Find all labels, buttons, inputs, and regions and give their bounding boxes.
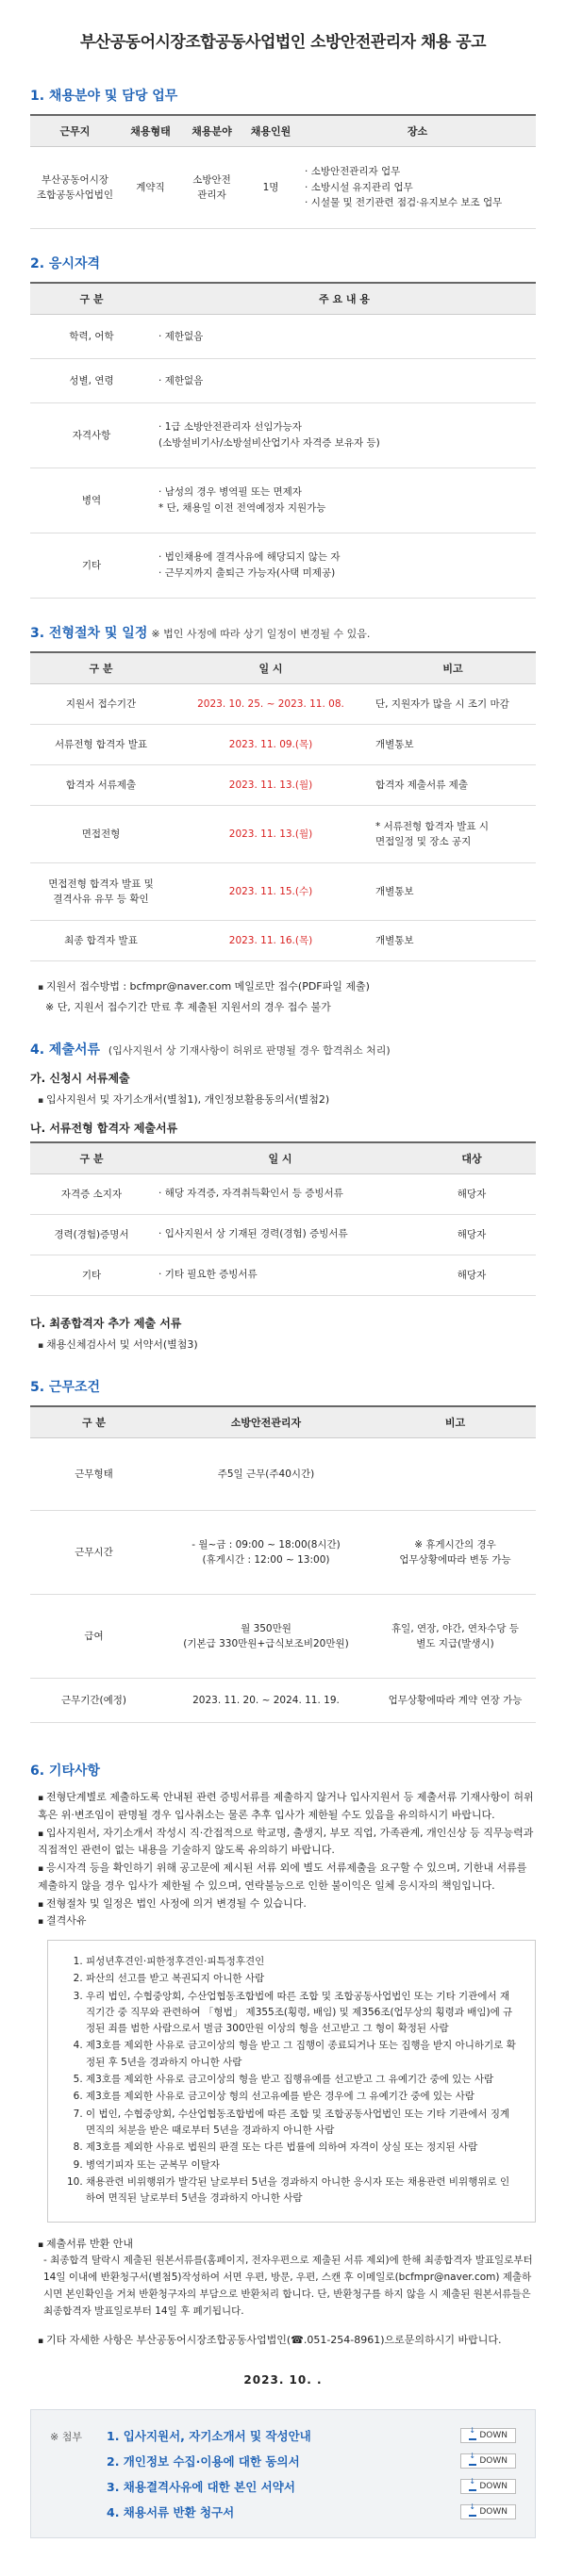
list-item: 3. 우리 법인, 수협중앙회, 수산업협동조합법에 따른 조합 및 조합공동사업법인 또는 기타 기관에서 재직기간 중 직무와 관련하여 「형법」 제355조(횡령, 배임) 및 제356조(업무상의 횡령과 배임)에 규정된 죄를 범한 사람으로서 벌금 300만원 이상의 형을 선고받고 그 형이 확정된 사람 bbox=[86, 1989, 518, 2038]
other-notes bbox=[38, 1789, 540, 1930]
attachment-item bbox=[107, 2478, 516, 2495]
table-cell: 기타 bbox=[30, 1255, 153, 1295]
download-icon bbox=[469, 2482, 476, 2491]
table-cell: 지원서 접수기간 bbox=[30, 684, 172, 725]
table-cell: 2023. 11. 15.(수) bbox=[172, 863, 370, 921]
list-item: ▪ 채용신체검사서 및 서약서(별첨3) bbox=[38, 1337, 566, 1354]
table-row bbox=[30, 1255, 536, 1295]
table-cell: 합격자 서류제출 bbox=[30, 765, 172, 806]
table-cell: 월 350만원 (기본급 330만원+급식보조비20만원) bbox=[158, 1595, 375, 1679]
table-cell: 병역 bbox=[30, 468, 153, 533]
list-item: · 남성의 경우 병역필 또는 면제자 * 단, 채용일 이전 전역예정자 지원가능 bbox=[158, 484, 530, 517]
list-item: 2. 파산의 선고를 받고 복권되지 아니한 사람 bbox=[86, 1971, 518, 1987]
list-item: 10. 채용관련 비위행위가 발각된 날로부터 5년을 경과하지 아니한 응시자 또는 채용관련 비위행위로 인하여 면직된 날로부터 5년을 경과하지 아니한 사람 bbox=[86, 2174, 518, 2207]
table-cell: 해당자 bbox=[408, 1214, 536, 1255]
apply-note: ※ 단, 지원서 접수기간 만료 후 제출된 지원서의 경우 접수 불가 bbox=[45, 1000, 331, 1013]
list-item: · 입사지원서 상 기재된 경력(경험) 증빙서류 bbox=[158, 1226, 402, 1242]
table-cell: 학력, 어학 bbox=[30, 315, 153, 359]
section-schedule bbox=[0, 623, 566, 1015]
list-item: · 제한없음 bbox=[158, 329, 530, 345]
subsection-heading: 나. 서류전형 합격자 제출서류 bbox=[30, 1121, 178, 1135]
recruitment-table bbox=[30, 114, 536, 229]
table-row bbox=[30, 1438, 536, 1511]
table-row bbox=[30, 1173, 536, 1214]
section-heading: 6. 기타사항 bbox=[30, 1764, 101, 1780]
table-row bbox=[30, 765, 536, 806]
attachment-title: 3. 채용결격사유에 대한 본인 서약서 bbox=[107, 2480, 295, 2495]
table-header: 구 분 bbox=[30, 1142, 153, 1174]
apply-method: ▪ 지원서 접수방법 : bcfmpr@naver.com 메일로만 접수(PDF파일 제출) bbox=[38, 978, 566, 995]
table-row bbox=[30, 1595, 536, 1679]
list-item: ▪ 결격사유 bbox=[38, 1912, 540, 1930]
table-header: 채용인원 bbox=[242, 115, 299, 147]
table-row bbox=[30, 403, 536, 468]
table-cell: 근무형태 bbox=[30, 1438, 158, 1511]
table-cell: 경력(경험)증명서 bbox=[30, 1214, 153, 1255]
table-header: 비고 bbox=[370, 652, 536, 684]
table-cell: 해당자 bbox=[408, 1173, 536, 1214]
table-header: 소방안전관리자 bbox=[158, 1406, 375, 1438]
conditions-table bbox=[30, 1405, 536, 1723]
table-cell: 급여 bbox=[30, 1595, 158, 1679]
table-cell bbox=[375, 1438, 536, 1511]
list-item: ▪ 입사지원서 및 자기소개서(별첨1), 개인정보활용동의서(별첨2) bbox=[38, 1091, 566, 1108]
section-heading-text: 3. 전형절차 및 일정 bbox=[30, 626, 148, 641]
table-cell: * 서류전형 합격자 발표 시 면접일정 및 장소 공지 bbox=[370, 806, 536, 863]
download-label: DOWN bbox=[479, 2507, 508, 2518]
table-cell: ※ 휴게시간의 경우 업무상황에따라 변동 가능 bbox=[375, 1511, 536, 1595]
table-cell: 근무시간 bbox=[30, 1511, 158, 1595]
table-cell: 2023. 11. 13.(월) bbox=[172, 806, 370, 863]
list-item: 6. 제3호를 제외한 사유로 금고이상 형의 선고유예를 받은 경우에 그 유예기간 중에 있는 사람 bbox=[86, 2089, 518, 2105]
download-label: DOWN bbox=[479, 2456, 508, 2467]
table-cell: 2023. 11. 16.(목) bbox=[172, 921, 370, 961]
table-cell: - 월~금 : 09:00 ~ 18:00(8시간) (휴게시간 : 12:00 ~ 13:00) bbox=[158, 1511, 375, 1595]
table-row bbox=[30, 147, 536, 229]
list-item: · 제한없음 bbox=[158, 373, 530, 389]
table-cell: 자격증 소지자 bbox=[30, 1173, 153, 1214]
schedule-table bbox=[30, 651, 536, 961]
table-cell: 합격자 제출서류 제출 bbox=[370, 765, 536, 806]
table-cell: 성별, 연령 bbox=[30, 359, 153, 403]
table-cell: 개별통보 bbox=[370, 921, 536, 961]
section-other bbox=[0, 1761, 566, 2349]
list-item: · 소방안전관리자 업무 bbox=[305, 164, 530, 180]
section-conditions bbox=[0, 1377, 566, 1723]
table-cell bbox=[153, 315, 536, 359]
table-row bbox=[30, 863, 536, 921]
section-heading bbox=[30, 623, 566, 642]
table-row bbox=[30, 359, 536, 403]
table-cell bbox=[153, 1255, 408, 1295]
table-cell: 단, 지원자가 많을 시 조기 마감 bbox=[370, 684, 536, 725]
section-heading: 5. 근무조건 bbox=[30, 1380, 101, 1396]
table-cell bbox=[153, 403, 536, 468]
section-heading-text: 4. 제출서류 bbox=[30, 1042, 101, 1058]
table-header: 주 요 내 용 bbox=[153, 283, 536, 315]
subsection-heading: 가. 신청시 서류제출 bbox=[30, 1072, 130, 1086]
list-item: ▪ 입사지원서, 자기소개서 작성시 직·간접적으로 학교명, 출생지, 부모 직업, 가족관계, 개인신상 등 직무능력과 직접적인 관련이 없는 내용을 기술하지 않도록 유의하기 바랍니다. bbox=[38, 1825, 540, 1860]
subsection-heading: 다. 최종합격자 추가 제출 서류 bbox=[30, 1316, 182, 1330]
attachment-item bbox=[107, 2427, 516, 2444]
table-row bbox=[30, 1679, 536, 1723]
table-row bbox=[30, 1214, 536, 1255]
list-item: · 해당 자격증, 자격취득확인서 등 증빙서류 bbox=[158, 1186, 402, 1202]
table-cell: 2023. 11. 20. ~ 2024. 11. 19. bbox=[158, 1679, 375, 1723]
page-title: 부산공동어시장조합공동사업법인 소방안전관리자 채용 공고 bbox=[79, 33, 487, 52]
list-item: · 1급 소방안전관리자 선임가능자 (소방설비기사/소방설비산업기사 자격증 보유자 등) bbox=[158, 419, 530, 451]
attachment-item bbox=[107, 2453, 516, 2469]
table-header: 구 분 bbox=[30, 1406, 158, 1438]
table-cell bbox=[153, 1173, 408, 1214]
table-cell: 업무상황에따라 계약 연장 가능 bbox=[375, 1679, 536, 1723]
list-item: ▪ 전형단계별로 제출하도록 안내된 관련 증빙서류를 제출하지 않거나 입사지원서 등 제출서류 기재사항이 허위 혹은 위·변조임이 판명될 경우 입사취소는 물론 추후 입사가 제한될 수도 있음을 유의하시기 바랍니다. bbox=[38, 1789, 540, 1824]
table-cell bbox=[153, 359, 536, 403]
attachments-label: ※ 첨부 bbox=[50, 2431, 82, 2444]
attachment-title: 4. 채용서류 반환 청구서 bbox=[107, 2505, 235, 2520]
return-text: - 최종합격 탈락시 제출된 원본서류를(홈페이지, 전자우편으로 제출된 서류 제외)에 한해 최종합격자 발표일로부터 14일 이내에 반환청구서(별첨5)작성하여 서면 우편, 방문, 우편, 스캔 후 이메일로(bcfmpr@naver.com) 제출하시면 본인확인을 거쳐 반환청구자의 부담으로 반환처리 합니다. 단, 반환청구를 하지 않을 시 제출된 원본서류들은 최종합격자 발표일로부터 14일 후 폐기됩니다. bbox=[43, 2255, 533, 2317]
table-cell: 소방안전 관리자 bbox=[181, 147, 242, 229]
list-item: · 시설물 및 전기관련 점검·유지보수 보조 업무 bbox=[305, 195, 530, 211]
table-header: 장소 bbox=[299, 115, 536, 147]
table-row bbox=[30, 921, 536, 961]
section-note: ※ 법인 사정에 따라 상기 일정이 변경될 수 있음. bbox=[151, 628, 371, 640]
section-heading: 2. 응시자격 bbox=[30, 256, 101, 271]
download-button[interactable] bbox=[460, 2453, 516, 2469]
return-heading: ▪ 제출서류 반환 안내 bbox=[38, 2236, 540, 2254]
contact-text: ▪ 기타 자세한 사항은 부산공동어시장조합공동사업법인(☎.051-254-8961)으로문의하시기 바랍니다. bbox=[38, 2332, 540, 2350]
table-cell: 2023. 11. 09.(목) bbox=[172, 725, 370, 765]
table-row bbox=[30, 533, 536, 599]
table-header: 구 분 bbox=[30, 283, 153, 315]
list-item: ▪ 전형절차 및 일정은 법인 사정에 의거 변경될 수 있습니다. bbox=[38, 1895, 540, 1913]
notice-date: 2023. 10. . bbox=[243, 2373, 323, 2387]
disqualification-box bbox=[47, 1940, 536, 2223]
table-row bbox=[30, 1511, 536, 1595]
download-label: DOWN bbox=[479, 2431, 508, 2441]
table-header: 일 시 bbox=[153, 1142, 408, 1174]
table-row bbox=[30, 684, 536, 725]
table-cell: 근무기간(예정) bbox=[30, 1679, 158, 1723]
table-cell: 휴일, 연장, 야간, 연차수당 등 별도 지급(발생시) bbox=[375, 1595, 536, 1679]
list-item: 8. 제3호를 제외한 사유로 법원의 판결 또는 다른 법률에 의하여 자격이 상실 또는 정지된 사람 bbox=[86, 2140, 518, 2156]
table-cell bbox=[299, 147, 536, 229]
section-documents bbox=[0, 1040, 566, 1353]
table-cell: 주5일 근무(주40시간) bbox=[158, 1438, 375, 1511]
table-cell: 자격사항 bbox=[30, 403, 153, 468]
download-icon bbox=[469, 2431, 476, 2440]
attachments-box bbox=[30, 2409, 536, 2538]
download-button[interactable] bbox=[460, 2504, 516, 2519]
table-row bbox=[30, 315, 536, 359]
table-cell: 최종 합격자 발표 bbox=[30, 921, 172, 961]
download-button[interactable] bbox=[460, 2479, 516, 2494]
list-item: ▪ 응시자격 등을 확인하기 위해 공고문에 제시된 서류 외에 별도 서류제출을 요구할 수 있으며, 기한내 서류를 제출하지 않을 경우 입사가 제한될 수 있으며, 연락불능으로 인한 불이익은 일체 응시자의 책임입니다. bbox=[38, 1860, 540, 1895]
table-cell: 개별통보 bbox=[370, 863, 536, 921]
documents-table bbox=[30, 1141, 536, 1296]
list-item: · 법인채용에 결격사유에 해당되지 않는 자 bbox=[158, 550, 530, 566]
section-note: (입사지원서 상 기재사항이 허위로 판명될 경우 합격취소 처리) bbox=[108, 1044, 391, 1058]
table-cell: 부산공동어시장 조합공동사업법인 bbox=[30, 147, 120, 229]
list-item: · 소방시설 유지관리 업무 bbox=[305, 180, 530, 196]
table-cell bbox=[153, 468, 536, 533]
attachment-item bbox=[107, 2503, 516, 2520]
list-item: · 기타 필요한 증빙서류 bbox=[158, 1267, 402, 1283]
section-recruitment-field bbox=[0, 86, 566, 229]
table-cell: 서류전형 합격자 발표 bbox=[30, 725, 172, 765]
table-header: 비고 bbox=[375, 1406, 536, 1438]
table-header: 대상 bbox=[408, 1142, 536, 1174]
table-cell: 면접전형 bbox=[30, 806, 172, 863]
download-icon bbox=[469, 2507, 476, 2517]
attachment-title: 2. 개인정보 수집·이용에 대한 동의서 bbox=[107, 2454, 300, 2469]
table-header: 근무지 bbox=[30, 115, 120, 147]
qualification-table bbox=[30, 282, 536, 599]
table-cell: 2023. 11. 13.(월) bbox=[172, 765, 370, 806]
table-cell: 계약직 bbox=[120, 147, 181, 229]
table-row bbox=[30, 725, 536, 765]
table-header: 구 분 bbox=[30, 652, 172, 684]
list-item: 4. 제3호를 제외한 사유로 금고이상의 형을 받고 그 집행이 종료되거나 또는 집행을 받지 아니하기로 확정된 후 5년을 경과하지 아니한 사람 bbox=[86, 2038, 518, 2071]
attachments-list bbox=[107, 2427, 516, 2520]
section-qualifications bbox=[0, 254, 566, 599]
download-icon bbox=[469, 2456, 476, 2466]
table-cell: 1명 bbox=[242, 147, 299, 229]
list-item: 7. 이 법인, 수협중앙회, 수산업협동조합법에 따른 조합 및 조합공동사업법인 또는 기타 기관에서 징계면직의 처분을 받은 때로부터 5년을 경과하지 아니한 사람 bbox=[86, 2107, 518, 2140]
download-label: DOWN bbox=[479, 2482, 508, 2492]
download-button[interactable] bbox=[460, 2428, 516, 2443]
table-cell: 해당자 bbox=[408, 1255, 536, 1295]
section-heading: 1. 채용분야 및 담당 업무 bbox=[30, 89, 178, 104]
table-header: 채용분야 bbox=[181, 115, 242, 147]
table-cell: 기타 bbox=[30, 533, 153, 599]
list-item: 9. 병역기피자 또는 군복무 이탈자 bbox=[86, 2158, 518, 2174]
table-header: 일 시 bbox=[172, 652, 370, 684]
list-item: 1. 피성년후견인·피한정후견인·피특정후견인 bbox=[86, 1954, 518, 1970]
table-cell bbox=[153, 1214, 408, 1255]
table-cell: 개별통보 bbox=[370, 725, 536, 765]
list-item: 5. 제3호를 제외한 사유로 금고이상의 형을 받고 집행유예를 선고받고 그 유예기간 중에 있는 사람 bbox=[86, 2072, 518, 2088]
return-notice bbox=[38, 2236, 540, 2350]
table-row bbox=[30, 468, 536, 533]
table-cell: 2023. 10. 25. ~ 2023. 11. 08. bbox=[172, 684, 370, 725]
list-item: · 근무지까지 출퇴근 가능자(사택 미제공) bbox=[158, 566, 530, 582]
attachment-title: 1. 입사지원서, 자기소개서 및 작성안내 bbox=[107, 2429, 311, 2444]
table-cell: 면접전형 합격자 발표 및 결격사유 유무 등 확인 bbox=[30, 863, 172, 921]
table-cell bbox=[153, 533, 536, 599]
table-row bbox=[30, 806, 536, 863]
section-heading bbox=[30, 1040, 566, 1058]
table-header: 채용형태 bbox=[120, 115, 181, 147]
